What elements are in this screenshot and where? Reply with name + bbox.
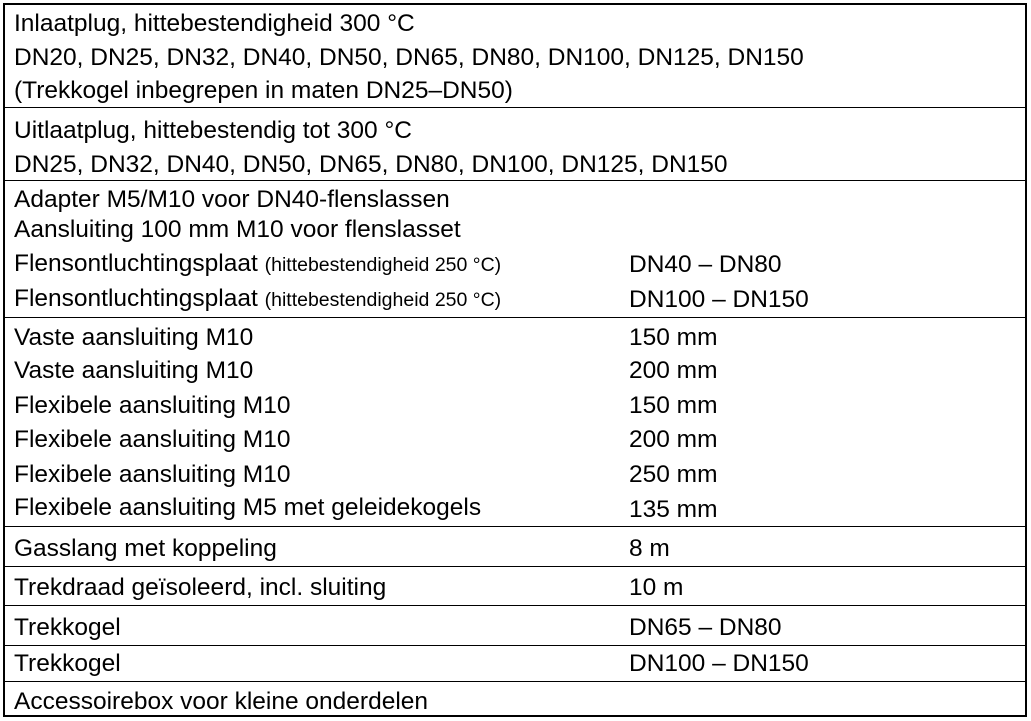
outlet-plug-sizes: DN25, DN32, DN40, DN50, DN65, DN80, DN100, DN125, DN150 bbox=[14, 151, 728, 178]
pull-ball-value: DN65 – DN80 bbox=[629, 614, 782, 641]
connection-value: 200 mm bbox=[629, 357, 718, 384]
row-divider bbox=[5, 566, 1025, 567]
inlet-plug-sizes: DN20, DN25, DN32, DN40, DN50, DN65, DN80, DN100, DN125, DN150 bbox=[14, 44, 804, 71]
gas-hose-value: 8 m bbox=[629, 535, 670, 562]
connection-value: 150 mm bbox=[629, 392, 718, 419]
row-divider bbox=[5, 605, 1025, 606]
row-divider bbox=[5, 526, 1025, 527]
connection-label: Vaste aansluiting M10 bbox=[14, 324, 254, 351]
connection-value: 250 mm bbox=[629, 461, 718, 488]
adapter-line: Adapter M5/M10 voor DN40-flenslassen bbox=[14, 186, 450, 213]
inlet-plug-note: (Trekkogel inbegrepen in maten DN25–DN50) bbox=[14, 77, 513, 104]
connection-value: 150 mm bbox=[629, 324, 718, 351]
row-divider bbox=[5, 317, 1025, 318]
connection-label: Flexibele aansluiting M10 bbox=[14, 426, 291, 453]
flange-vent-plate-value: DN40 – DN80 bbox=[629, 251, 782, 278]
outlet-plug-title: Uitlaatplug, hittebestendig tot 300 °C bbox=[14, 117, 412, 144]
flange-vent-plate-label bbox=[14, 284, 501, 315]
connection-label: Vaste aansluiting M10 bbox=[14, 357, 254, 384]
connection-value: 200 mm bbox=[629, 426, 718, 453]
flange-vent-plate-note: (hittebestendigheid 250 °C) bbox=[264, 289, 502, 311]
row-divider bbox=[5, 107, 1025, 108]
pull-ball-label: Trekkogel bbox=[14, 614, 121, 641]
pull-wire-value: 10 m bbox=[629, 574, 684, 601]
row-divider bbox=[5, 681, 1025, 682]
pull-wire-label: Trekdraad geïsoleerd, incl. sluiting bbox=[14, 574, 387, 601]
connection-label: Flexibele aansluiting M10 bbox=[14, 461, 291, 488]
pull-ball-label: Trekkogel bbox=[14, 650, 121, 677]
pull-ball-value: DN100 – DN150 bbox=[629, 650, 809, 677]
flange-vent-plate-note: (hittebestendigheid 250 °C) bbox=[264, 254, 502, 276]
inlet-plug-title: Inlaatplug, hittebestendigheid 300 °C bbox=[14, 10, 415, 37]
connection-label: Flexibele aansluiting M10 bbox=[14, 392, 291, 419]
gas-hose-label: Gasslang met koppeling bbox=[14, 535, 277, 562]
flange-vent-plate-name: Flensontluchtingsplaat bbox=[14, 285, 258, 312]
row-divider bbox=[5, 645, 1025, 646]
connection-value: 135 mm bbox=[629, 496, 718, 523]
accessories-table bbox=[3, 3, 1027, 717]
accessory-box-label: Accessoirebox voor kleine onderdelen bbox=[14, 688, 429, 715]
connection-label: Flexibele aansluiting M5 met geleidekogels bbox=[14, 494, 482, 521]
flange-vent-plate-value: DN100 – DN150 bbox=[629, 286, 809, 313]
connection-line: Aansluiting 100 mm M10 voor flenslasset bbox=[14, 216, 461, 243]
flange-vent-plate-name: Flensontluchtingsplaat bbox=[14, 250, 258, 277]
row-divider bbox=[5, 180, 1025, 181]
flange-vent-plate-label bbox=[14, 249, 501, 280]
